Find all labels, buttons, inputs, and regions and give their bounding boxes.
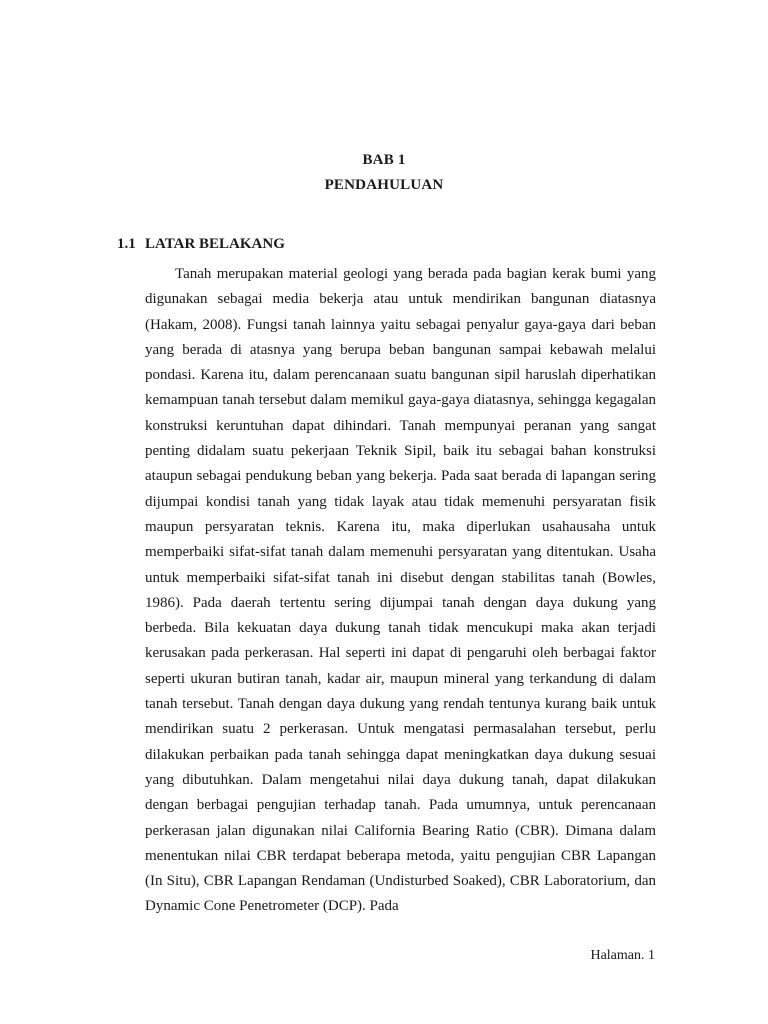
section-heading: [117, 236, 285, 253]
section-title: LATAR BELAKANG: [145, 236, 285, 252]
section-number: 1.1: [117, 236, 136, 252]
page-number: Halaman. 1: [590, 948, 655, 963]
chapter-number: BAB 1: [362, 152, 406, 168]
body-paragraph: Tanah merupakan material geologi yang berada pada bagian kerak bumi yang digunakan sebagai media bekerja atau untuk mendirikan bangunan diatasnya (Hakam, 2008). Fungsi tanah lainnya yaitu sebagai penyalur gaya-gaya dari beban yang berada di atasnya yang berupa beban bangunan sampai kebawah melalui pondasi. Karena itu, dalam perencanaan suatu bangunan sipil haruslah diperhatikan kemampuan tanah tersebut dalam memikul gaya-gaya diatasnya, sehingga kegagalan konstruksi keruntuhan dapat dihindari. Tanah mempunyai peranan yang sangat penting didalam suatu pekerjaan Teknik Sipil, baik itu sebagai bahan konstruksi ataupun sebagai pendukung beban yang bekerja. Pada saat berada di lapangan sering dijumpai kondisi tanah yang tidak layak atau tidak memenuhi persyaratan fisik maupun persyaratan teknis. Karena itu, maka diperlukan usahausaha untuk memperbaiki sifat-sifat tanah dalam memenuhi persyaratan yang ditentukan. Usaha untuk memperbaiki sifat-sifat tanah ini disebut dengan stabilitas tanah (Bowles, 1986). Pada daerah tertentu sering dijumpai tanah dengan daya dukung yang berbeda. Bila kekuatan daya dukung tanah tidak mencukupi maka akan terjadi kerusakan pada perkerasan. Hal seperti ini dapat di pengaruhi oleh berbagai faktor seperti ukuran butiran tanah, kadar air, maupun mineral yang terkandung di dalam tanah tersebut. Tanah dengan daya dukung yang rendah tentunya kurang baik untuk mendirikan suatu 2 perkerasan. Untuk mengatasi permasalahan tersebut, perlu dilakukan perbaikan pada tanah sehingga dapat meningkatkan daya dukung sesuai yang dibutuhkan. Dalam mengetahui nilai daya dukung tanah, dapat dilakukan dengan berbagai pengujian terhadap tanah. Pada umumnya, untuk perencanaan perkerasan jalan digunakan nilai California Bearing Ratio (CBR). Dimana dalam menentukan nilai CBR terdapat beberapa metoda, yaitu pengujian CBR Lapangan (In Situ), CBR Lapangan Rendaman (Undisturbed Soaked), CBR Laboratorium, dan Dynamic Cone Penetrometer (DCP). Pada: [145, 266, 656, 915]
chapter-title: PENDAHULUAN: [324, 177, 444, 193]
